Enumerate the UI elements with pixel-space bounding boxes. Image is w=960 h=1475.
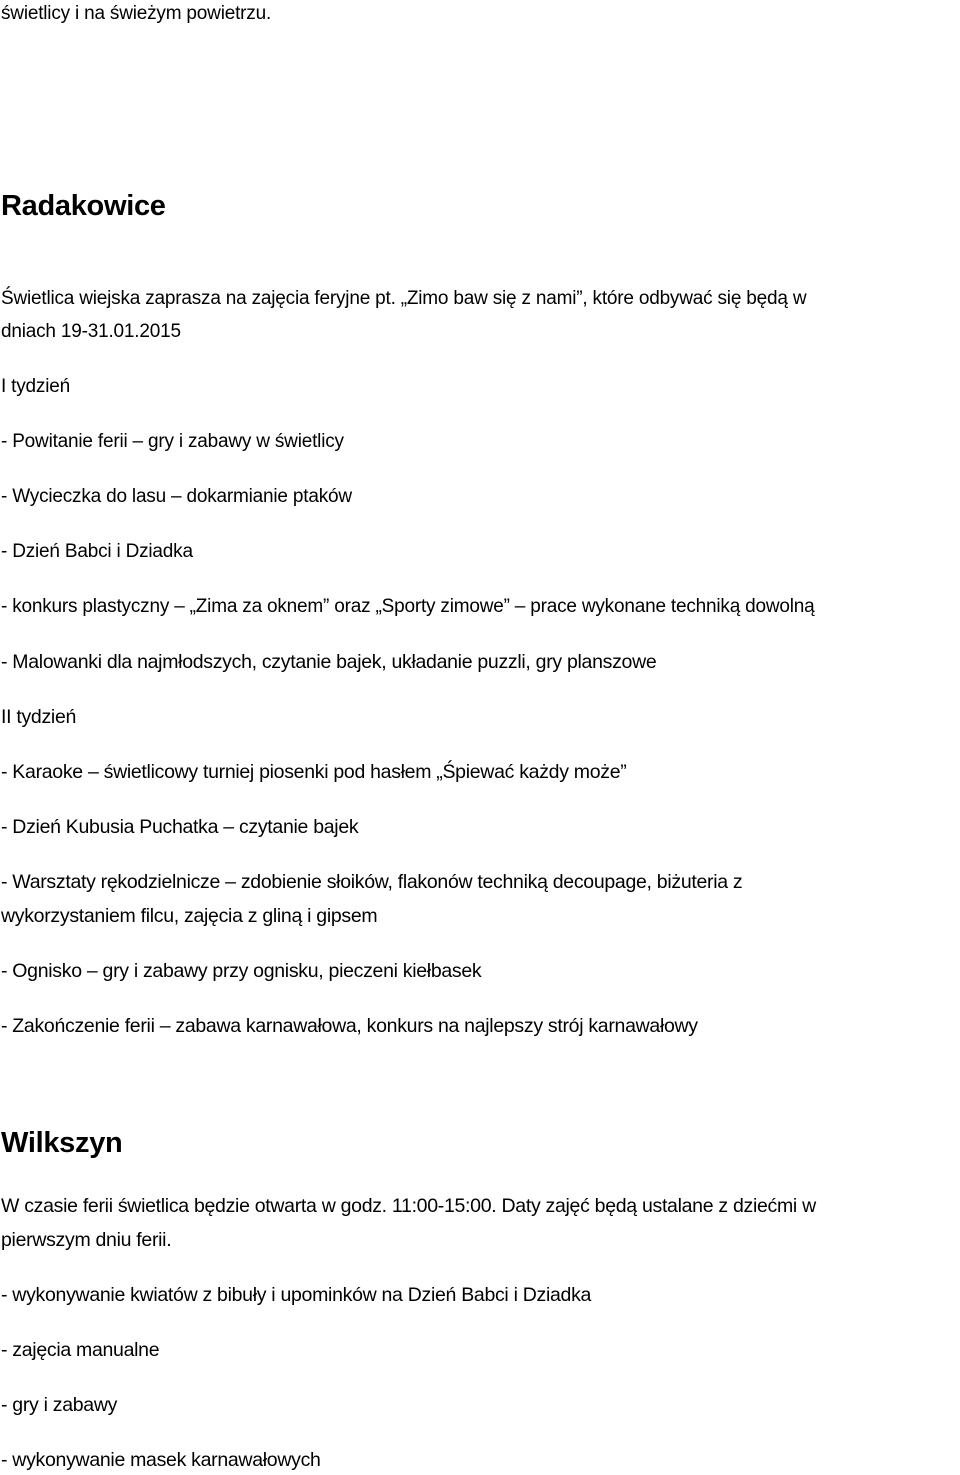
- list-item: - Dzień Kubusia Puchatka – czytanie bajek: [1, 816, 359, 838]
- list-item: - zajęcia manualne: [1, 1339, 160, 1361]
- list-item: - Karaoke – świetlicowy turniej piosenki pod hasłem „Śpiewać każdy może”: [1, 761, 627, 783]
- list-item: - Zakończenie ferii – zabawa karnawałowa, konkurs na najlepszy strój karnawałowy: [1, 1015, 698, 1037]
- wilkszyn-intro-line2: pierwszym dniu ferii.: [1, 1229, 172, 1251]
- list-item: - konkurs plastyczny – „Zima za oknem” oraz „Sporty zimowe” – prace wykonane techniką dowolną: [1, 596, 815, 617]
- radakowice-intro-line2: dniach 19-31.01.2015: [1, 321, 181, 342]
- section-heading-wilkszyn: Wilkszyn: [1, 1127, 123, 1159]
- week1-label: I tydzień: [1, 376, 70, 397]
- week2-label: II tydzień: [1, 706, 77, 728]
- list-item-continuation: wykorzystaniem filcu, zajęcia z gliną i gipsem: [1, 905, 378, 927]
- wilkszyn-intro-line1: W czasie ferii świetlica będzie otwarta w godz. 11:00-15:00. Daty zajęć będą ustalane z dziećmi w: [1, 1195, 816, 1217]
- list-item: - Malowanki dla najmłodszych, czytanie bajek, układanie puzzli, gry planszowe: [1, 651, 657, 673]
- list-item: - Dzień Babci i Dziadka: [1, 541, 193, 562]
- list-item: - gry i zabawy: [1, 1394, 118, 1416]
- list-item: - Ognisko – gry i zabawy przy ognisku, pieczeni kiełbasek: [1, 960, 482, 982]
- intro-tail-text: świetlicy i na świeżym powietrzu.: [1, 3, 272, 24]
- list-item: - wykonywanie kwiatów z bibuły i upominków na Dzień Babci i Dziadka: [1, 1284, 592, 1306]
- list-item: - Wycieczka do lasu – dokarmianie ptaków: [1, 486, 352, 507]
- radakowice-intro-line1: Świetlica wiejska zaprasza na zajęcia feryjne pt. „Zimo baw się z nami”, które odbywać się będą w: [1, 288, 807, 309]
- section-heading-radakowice: Radakowice: [1, 190, 166, 222]
- list-item: - wykonywanie masek karnawałowych: [1, 1449, 321, 1471]
- list-item: - Powitanie ferii – gry i zabawy w świetlicy: [1, 431, 344, 452]
- list-item: - Warsztaty rękodzielnicze – zdobienie słoików, flakonów techniką decoupage, biżuteria z: [1, 871, 743, 893]
